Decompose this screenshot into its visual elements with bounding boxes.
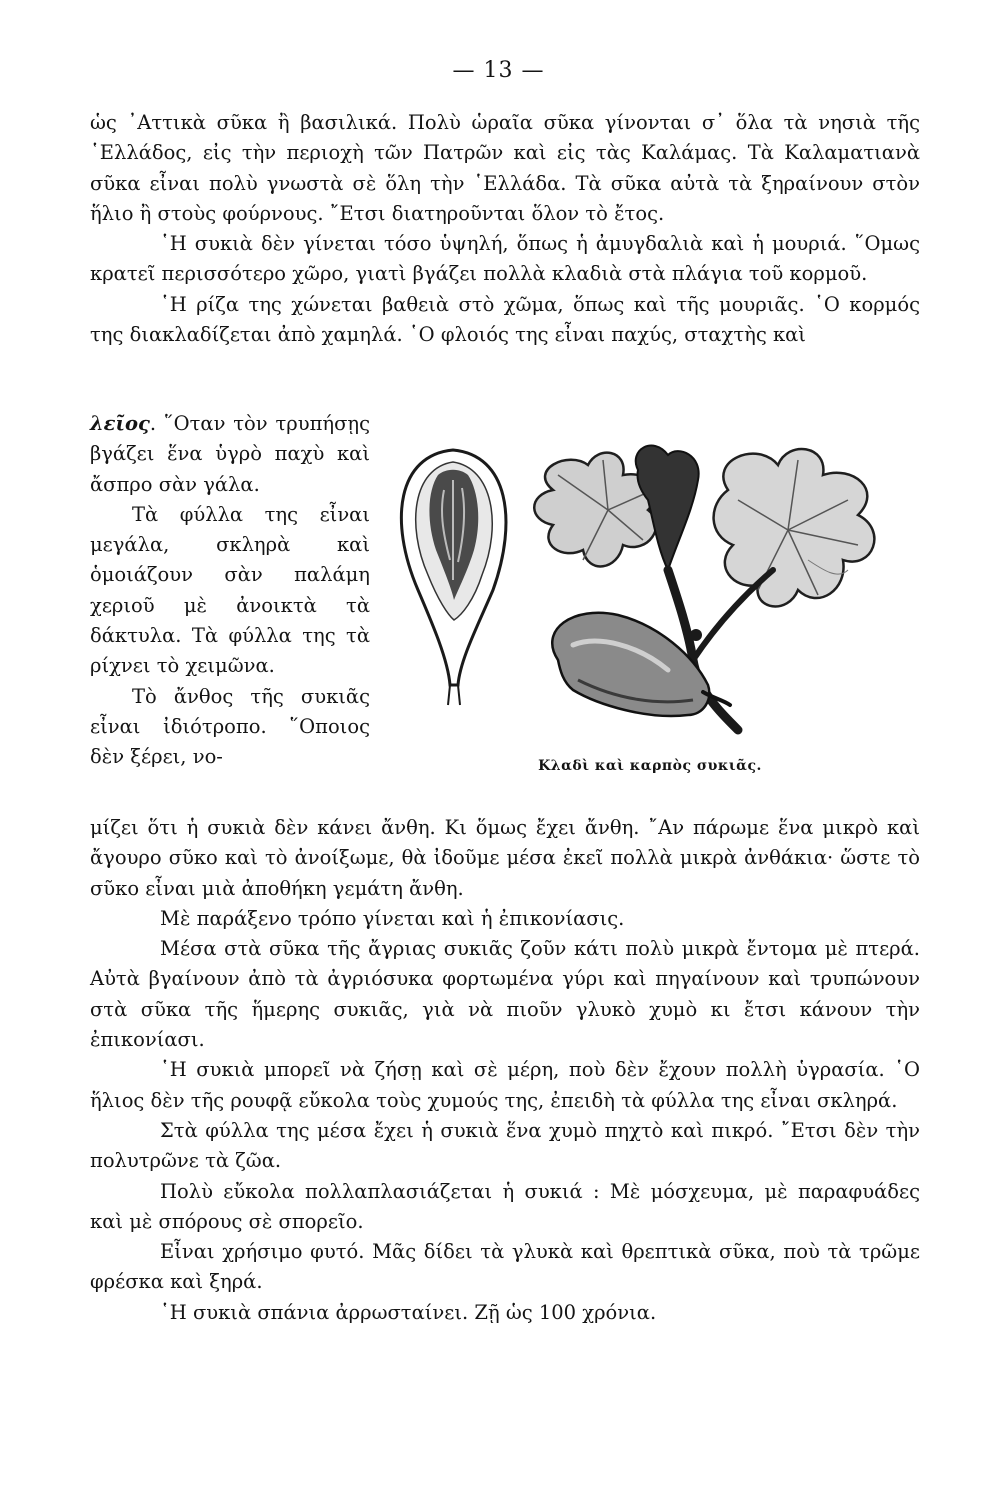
- paragraph: Πολὺ εὔκολα πολλαπλασιάζεται ἡ συκιά : Μὲ μόσχευμα, μὲ παραφυάδες καὶ μὲ σπόρους σὲ σπορεῖο.: [90, 1179, 920, 1233]
- figure-caption: Κλαδὶ καὶ καρπὸς συκιᾶς.: [538, 758, 762, 774]
- paragraph: Τὰ φύλλα της εἶναι μεγάλα, σκληρὰ καὶ ὁμοιάζουν σὰν παλάμη χεριοῦ μὲ ἀνοικτὰ τὰ δάκτυλα. Τὰ φύλλα της τὰ ρίχνει τὸ χειμῶνα.: [90, 502, 370, 678]
- paragraph: Μὲ παράξενο τρόπο γίνεται καὶ ἡ ἐπικονίασις.: [160, 906, 625, 930]
- paragraph: Μέσα στὰ σῦκα τῆς ἄγριας συκιᾶς ζοῦν κάτι πολὺ μικρὰ ἔντομα μὲ πτερά. Αὐτὰ βγαίνουν ἀπὸ τὰ ἀγριόσυκα φορτωμένα γύρι καὶ πηγαίνουν καὶ τρυπώνουν στὰ σῦκα τῆς ἥμερης συκιᾶς, γιὰ νὰ πιοῦν γλυκὸ χυμὸ κι ἔτσι κάνουν τὴν ἐπικονίασι.: [90, 937, 920, 1052]
- paragraph-text: . ῞Οταν τὸν τρυπήσῃς βγάζει ἕνα ὑγρὸ παχὺ καὶ ἄσπρο σὰν γάλα.: [90, 412, 370, 496]
- emphasized-word: λεῖος: [90, 412, 150, 435]
- fig-fruit: [552, 613, 730, 716]
- paragraph: Εἶναι χρήσιμο φυτό. Μᾶς δίδει τὰ γλυκὰ καὶ θρεπτικὰ σῦκα, ποὺ τὰ τρῶμε φρέσκα καὶ ξηρά.: [90, 1240, 920, 1294]
- page-number: — 13 —: [452, 58, 545, 83]
- fig-illustration-svg: [378, 430, 918, 760]
- paragraph: ῾Η συκιὰ δὲν γίνεται τόσο ὑψηλή, ὅπως ἡ ἀμυγδαλιὰ καὶ ἡ μουριά. ῞Ομως κρατεῖ περισσότερο χῶρο, γιατὶ βγάζει πολλὰ κλαδιὰ στὰ πλάγια τοῦ κορμοῦ.: [90, 232, 920, 286]
- paragraph-text: ῾Η ρίζα της χώνεται βαθειὰ στὸ χῶμα, ὅπως καὶ τῆς μουριᾶς. ῾Ο κορμός της διακλαδίζεται ἀπὸ χαμηλά. ῾Ο φλοιός της εἶναι παχύς, σταχτὴς καὶ: [90, 292, 920, 347]
- paragraph: ὡς ᾿Αττικὰ σῦκα ἢ βασιλικά. Πολὺ ὡραῖα σῦκα γίνονται σ᾿ ὅλα τὰ νησιὰ τῆς ῾Ελλάδος, εἰς τὴν περιοχὴ τῶν Πατρῶν καὶ εἰς τὰς Καλάμας. Τὰ Καλαματιανὰ σῦκα εἶναι πολὺ γνωστὰ σὲ ὅλη τὴν ῾Ελλάδα. Τὰ σῦκα αὐτὰ τὰ ξηραίνουν στὸν ἥλιο ἢ στοὺς φούρνους. ῎Ετσι διατηροῦνται ὅλον τὸ ἔτος.: [90, 111, 920, 225]
- paragraph: [90, 409, 370, 500]
- paragraph: Τὸ ἄνθος τῆς συκιᾶς εἶναι ἰδιότροπο. ῞Οποιος δὲν ξέρει, νο-: [90, 684, 370, 769]
- fig-cross-section: [401, 450, 506, 705]
- paragraph: [90, 290, 920, 351]
- paragraph: μίζει ὅτι ἡ συκιὰ δὲν κάνει ἄνθη. Κι ὅμως ἔχει ἄνθη. ῎Αν πάρωμε ἕνα μικρὸ καὶ ἄγουρο σῦκο καὶ τὸ ἀνοίξωμε, θὰ ἰδοῦμε μέσα ἐκεῖ πολλὰ μικρὰ ἀνθάκια· ὥστε τὸ σῦκο εἶναι μιὰ ἀποθήκη γεμάτη ἄνθη.: [90, 816, 920, 900]
- narrow-text-column: [90, 409, 370, 773]
- top-text-block: [90, 108, 920, 350]
- fig-leaves: [534, 446, 874, 607]
- paragraph: ῾Η συκιὰ σπάνια ἀρρωσταίνει. Ζῇ ὡς 100 χρόνια.: [160, 1300, 657, 1324]
- fig-branch-illustration: [378, 430, 918, 790]
- paragraph: Στὰ φύλλα της μέσα ἔχει ἡ συκιὰ ἕνα χυμὸ πηχτὸ καὶ πικρό. ῎Ετσι δὲν τὴν πολυτρῶνε τὰ ζῶα.: [90, 1118, 920, 1173]
- bottom-text-block: [90, 813, 920, 1328]
- paragraph: ῾Η συκιὰ μπορεῖ νὰ ζήσῃ καὶ σὲ μέρη, ποὺ δὲν ἔχουν πολλὴ ὑγρασία. ῾Ο ἥλιος δὲν τῆς ρουφᾷ εὔκολα τοὺς χυμούς της, ἐπειδὴ τὰ φύλλα της εἶναι σκληρά.: [90, 1058, 920, 1112]
